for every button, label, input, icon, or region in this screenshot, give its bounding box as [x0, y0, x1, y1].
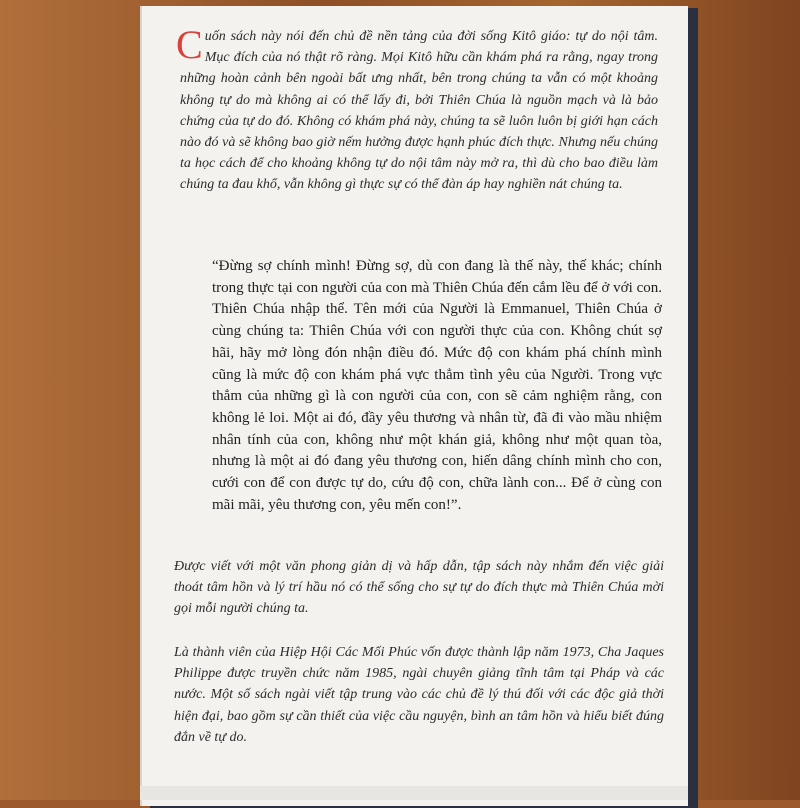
- author-bio-paragraph: Là thành viên của Hiệp Hội Các Mối Phúc vốn được thành lập năm 1973, Cha Jaques Philippe được truyền chức năm 1985, ngài chuyên giảng tĩnh tâm tại Pháp và các nước. Một số sách ngài viết tập trung vào các chủ đề lý thú đối với các độc giả thời hiện đại, bao gồm sự cần thiết của việc cầu nguyện, bình an tâm hồn và hiểu biết đúng đắn về tự do.: [174, 645, 664, 745]
- intro-paragraph: [176, 22, 658, 196]
- quote-block: “Đừng sợ chính mình! Đừng sợ, dù con đang là thế này, thế khác; chính trong thực tại con người của con mà Thiên Chúa đến cắm lều để ở với con. Thiên Chúa nhập thể. Tên mới của Người là Emmanuel, Thiên Chúa ở cùng chúng ta: Thiên Chúa với con người thực của con. Không chút sợ hãi, hãy mở lòng đón nhận điều đó. Mức độ con khám phá chính mình cũng là mức độ con khám phá vực thẳm tình yêu của Người. Trong vực thẳm của những gì là con người của con, con sẽ cảm nghiệm rằng, con không lẻ loi. Một ai đó, đầy yêu thương và nhân từ, đã đi vào mầu nhiệm nhân tính của con, không như một khán giả, không như một quan tòa, nhưng là một ai đó đang yêu thương con, hiến dâng chính mình cho con, cưới con để con được tự do, cứu độ con, chữa lành con... Để ở cùng con mãi mãi, yêu thương con, yêu mến con!”.: [212, 258, 662, 513]
- intro-text: uốn sách này nói đến chủ đề nền tảng của đời sống Kitô giáo: tự do nội tâm. Mục đích của nó thật rõ ràng. Mọi Kitô hữu cần khám phá ra rằng, ngay trong những hoàn cảnh bên ngoài bất ưng nhất, bên trong chúng ta vẫn có một khoảng không tự do mà không ai có thể lấy đi, bởi Thiên Chúa là nguồn mạch và là bảo chứng của tự do đó. Không có khám phá này, chúng ta sẽ luôn luôn bị giới hạn cách nào đó và sẽ không bao giờ nếm hưởng được hạnh phúc đích thực. Nhưng nếu chúng ta học cách để cho khoảng không tự do nội tâm này mở ra, thì dù cho bao điều làm chúng ta đau khổ, vẫn không gì thực sự có thể đàn áp hay nghiền nát chúng ta.: [180, 29, 658, 193]
- summary-paragraph: Được viết với một văn phong giản dị và hấp dẫn, tập sách này nhắm đến việc giải thoát tâm hồn và lý trí hầu nó có thể sống cho sự tự do đích thực mà Thiên Chúa mời gọi mỗi người chúng ta.: [174, 559, 664, 617]
- drop-cap: C: [176, 22, 203, 67]
- cover-bottom-edge: [140, 786, 688, 800]
